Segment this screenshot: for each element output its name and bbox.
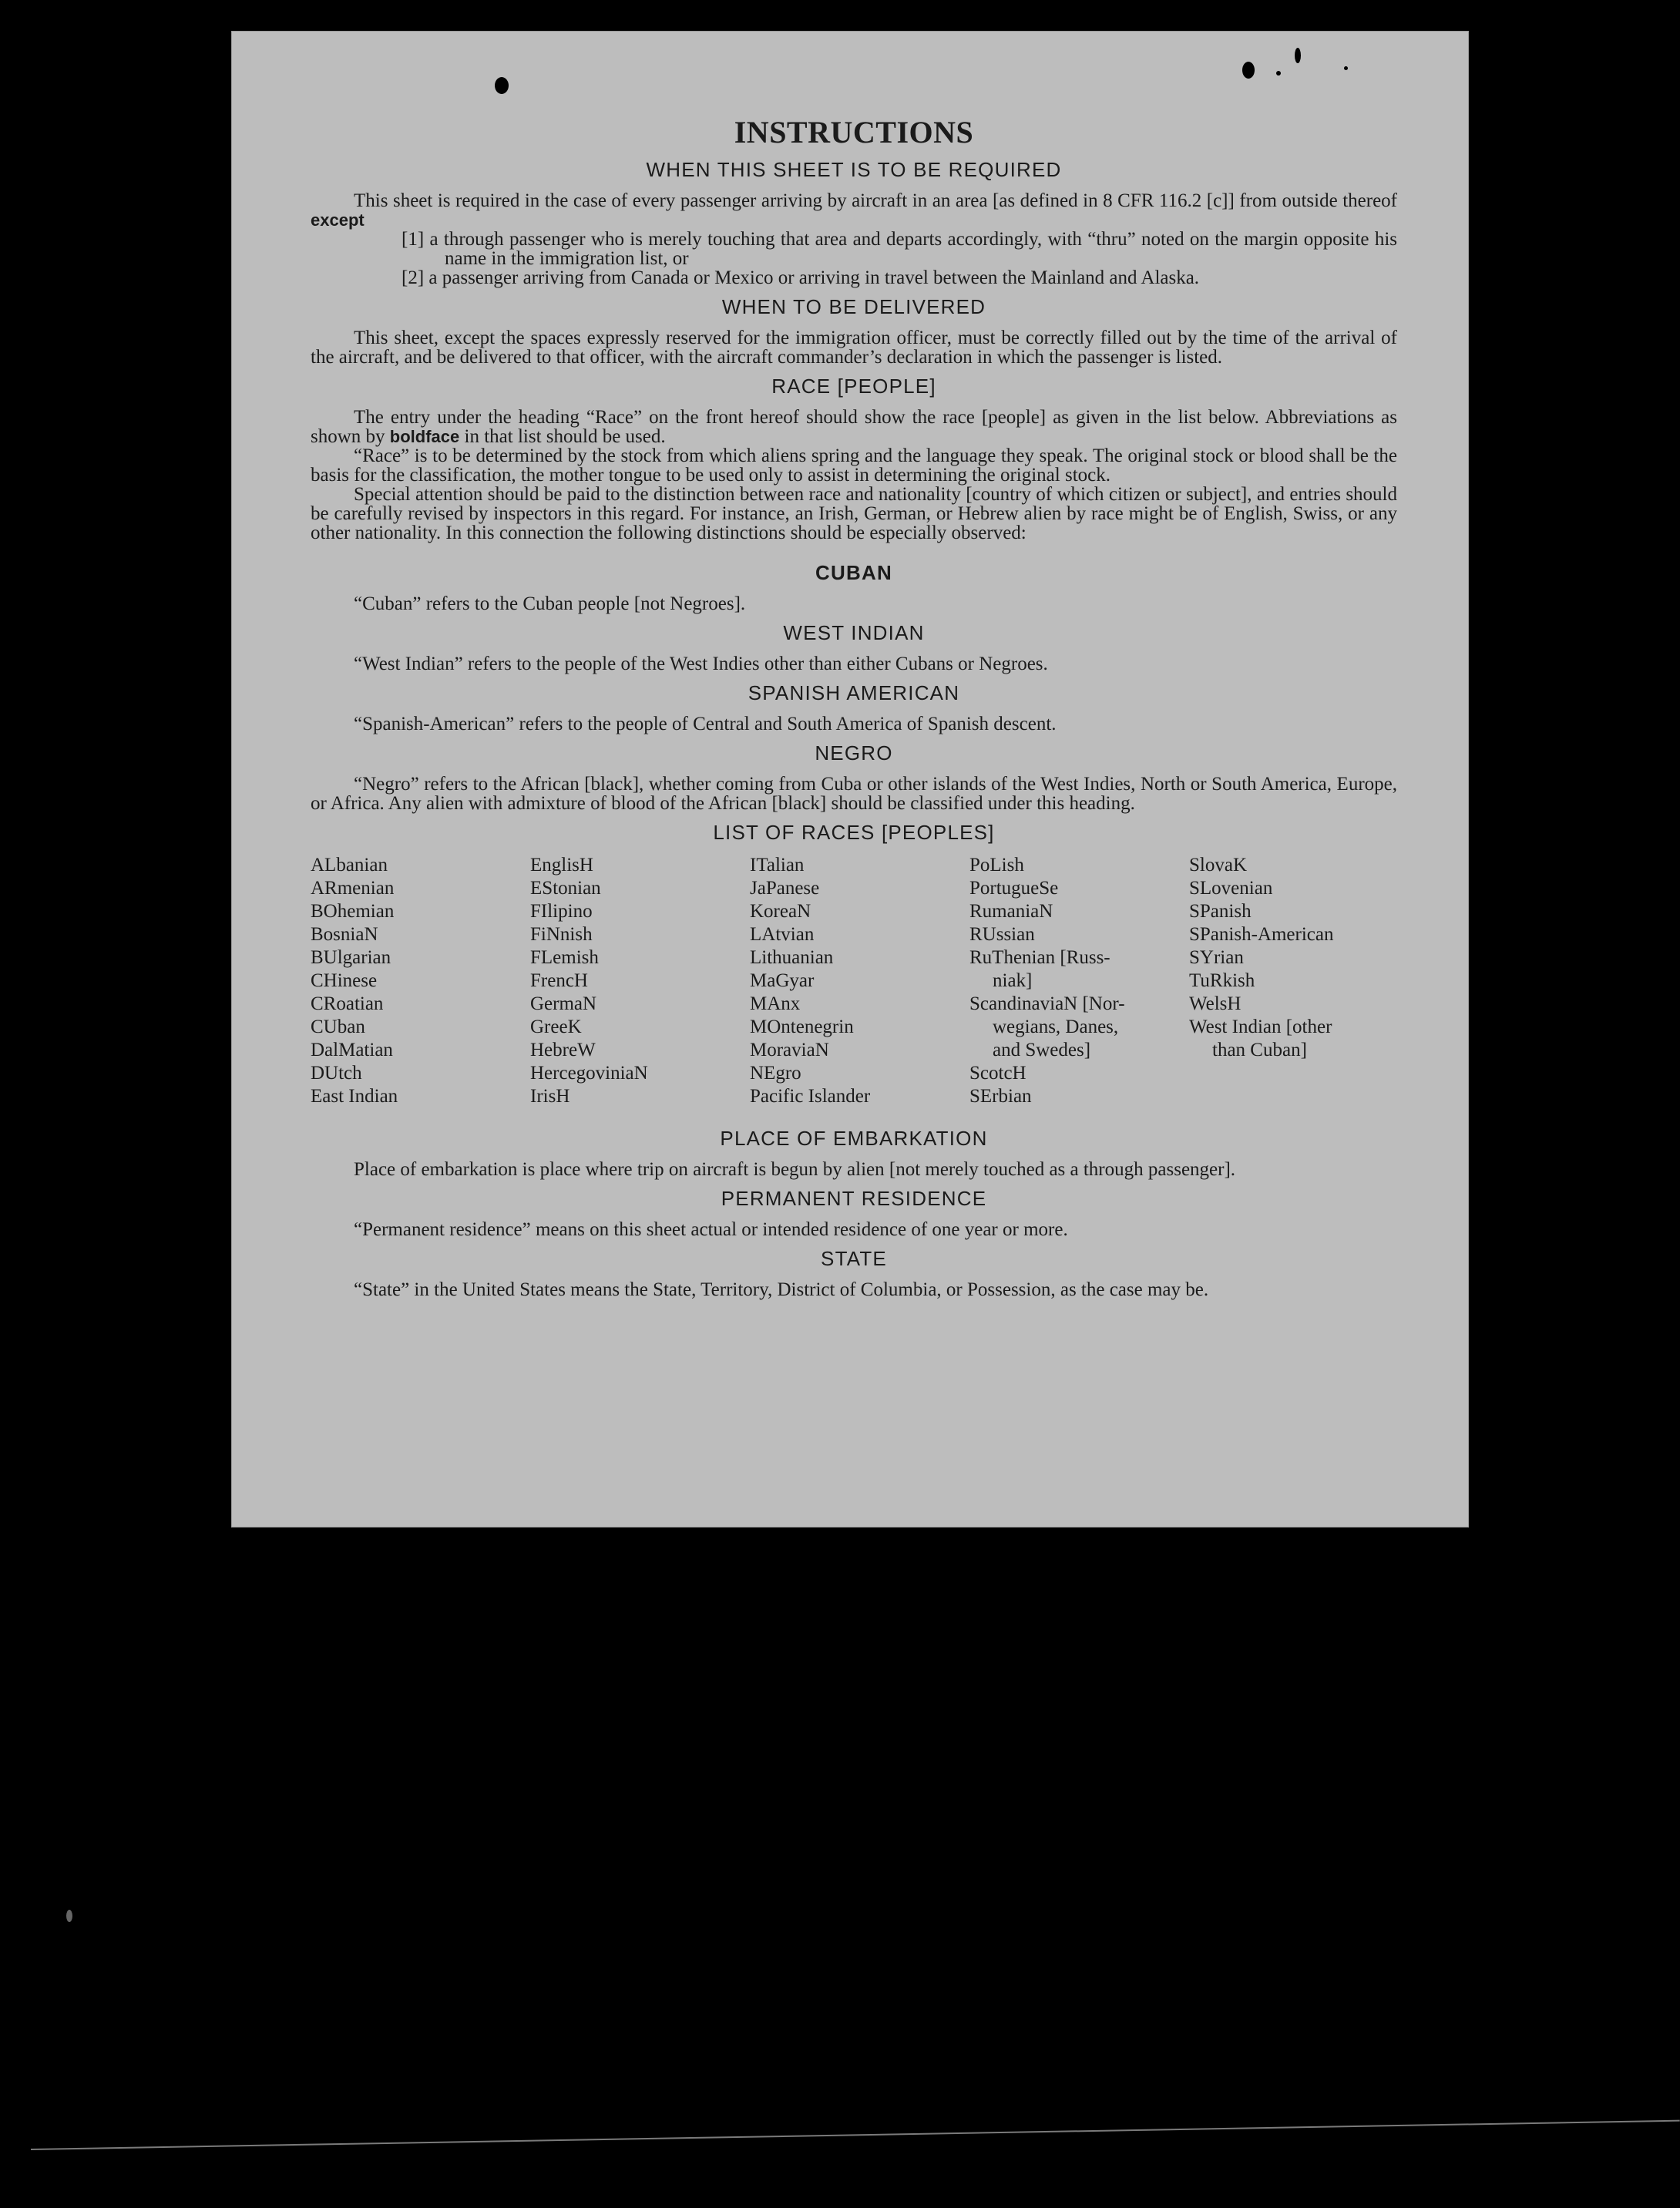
west-indian-text: “West Indian” refers to the people of the West Indies other than either Cubans or Negroes. — [354, 654, 1048, 674]
section-heading-spanish-american: SPANISH AMERICAN — [748, 681, 960, 704]
ink-speck — [495, 77, 509, 94]
race-entry: ARmenian — [311, 878, 395, 899]
race-entry: Lithuanian — [750, 947, 834, 968]
race-entry: WelsH — [1189, 993, 1242, 1014]
race-entry: SYrian — [1189, 947, 1244, 968]
race-entry: LAtvian — [750, 924, 815, 945]
race-entry: NEgro — [750, 1063, 801, 1084]
race-entry-continuation: niak] — [993, 970, 1033, 991]
document-title: INSTRUCTIONS — [734, 115, 974, 150]
section-heading-required: WHEN THIS SHEET IS TO BE REQUIRED — [646, 158, 1062, 181]
section-heading-west-indian: WEST INDIAN — [783, 621, 925, 644]
section-heading-cuban: CUBAN — [815, 561, 892, 584]
race-entry: BosniaN — [311, 924, 378, 945]
race-entry: HebreW — [530, 1040, 596, 1060]
races-list — [311, 854, 1397, 1108]
race-entry-continuation: than Cuban] — [1212, 1040, 1307, 1060]
race-entry: East Indian — [311, 1086, 398, 1107]
section-heading-delivered: WHEN TO BE DELIVERED — [721, 295, 986, 318]
section-heading-list-of-races: LIST OF RACES [PEOPLES] — [713, 821, 995, 844]
race-entry: ScandinaviaN [Nor- — [969, 993, 1125, 1014]
required-item-1: [1] a through passenger who is merely touching that area and departs accordingly, with “thru” noted on the margin opposite his name in the immigration list, or — [402, 229, 1397, 269]
race-entry: GermaN — [530, 993, 597, 1014]
race-entry: DalMatian — [311, 1040, 393, 1060]
spanish-american-text: “Spanish-American” refers to the people of Central and South America of Spanish descent. — [354, 714, 1057, 734]
race-entry-continuation: wegians, Danes, — [993, 1017, 1119, 1037]
race-entry: CHinese — [311, 970, 378, 991]
race-entry: Pacific Islander — [750, 1086, 871, 1107]
race-entry: SPanish — [1189, 901, 1252, 922]
race-entry: RuThenian [Russ- — [969, 947, 1110, 968]
required-intro-emphasis: except — [311, 210, 365, 230]
ink-speck — [1276, 71, 1281, 76]
race-paragraph-2: “Race” is to be determined by the stock from which aliens spring and the language they speak. The original stock or blood shall be the basis for the classification, the mother tongue to be used only to assist in determining the original stock. — [311, 445, 1397, 486]
race-entry: SErbian — [969, 1086, 1032, 1107]
scan-edge-line — [31, 2120, 1680, 2150]
race-entry: ITalian — [750, 855, 805, 875]
embarkation-text: Place of embarkation is place where trip on aircraft is begun by alien [not merely touched as a through passenger]. — [354, 1159, 1236, 1180]
delivered-text: This sheet, except the spaces expressly reserved for the immigration officer, must be correctly filled out by the time of the arrival of the aircraft, and be delivered to that officer, with the aircraft commander’s declaration in which the passenger is listed. — [311, 328, 1397, 368]
race-entry: PoLish — [969, 855, 1024, 875]
section-heading-race: RACE [PEOPLE] — [771, 375, 936, 398]
race-entry: RUssian — [969, 924, 1035, 945]
race-entry: BOhemian — [311, 901, 395, 922]
race-entry: MOntenegrin — [750, 1017, 854, 1037]
race-entry: RumaniaN — [969, 901, 1053, 922]
race-entry: KoreaN — [750, 901, 811, 922]
race-entry: FrencH — [530, 970, 588, 991]
race-entry: FiNnish — [530, 924, 593, 945]
negro-text: “Negro” refers to the African [black], whether coming from Cuba or other islands of the West Indies, North or South America, Europe, or Africa. Any alien with admixture of blood of the African [black] should be classified under this heading. — [311, 774, 1397, 814]
race-entry: DUtch — [311, 1063, 362, 1084]
document-body — [311, 114, 1397, 1299]
race-entry: FIlipino — [530, 901, 593, 922]
race-entry: GreeK — [530, 1017, 582, 1037]
race-entry: CUban — [311, 1017, 365, 1037]
ink-speck — [1242, 62, 1255, 79]
race-entry: BUlgarian — [311, 947, 391, 968]
state-text: “State” in the United States means the State, Territory, District of Columbia, or Possession, as the case may be. — [354, 1279, 1209, 1300]
race-entry: HercegoviniaN — [530, 1063, 648, 1084]
section-heading-negro: NEGRO — [815, 741, 893, 765]
race-entry: JaPanese — [750, 878, 820, 899]
race-entry: EStonian — [530, 878, 601, 899]
ink-speck — [1344, 66, 1348, 70]
race-paragraph-3: Special attention should be paid to the distinction between race and nationality [country of which citizen or subject], and entries should be carefully revised by inspectors in this regard. For instance, an Irish, German, or Hebrew alien by race might be of English, Swiss, or any other nationality. In this connection the following distinctions should be especially observed: — [311, 484, 1397, 543]
races-column-4 — [969, 854, 1178, 1108]
ink-speck — [1295, 48, 1301, 63]
race-entry: MaGyar — [750, 970, 815, 991]
races-column-1 — [311, 854, 519, 1108]
race-entry: EnglisH — [530, 855, 593, 875]
race-paragraph-1: The entry under the heading “Race” on the front hereof should show the race [people] as given in the list below. Abbreviations as shown by boldface in that list should be used. — [311, 407, 1397, 447]
section-heading-embarkation: PLACE OF EMBARKATION — [720, 1127, 988, 1150]
race-entry: MoraviaN — [750, 1040, 829, 1060]
race-entry: IrisH — [530, 1086, 570, 1107]
ink-speck — [66, 1910, 72, 1922]
section-heading-state: STATE — [821, 1247, 887, 1270]
required-intro: This sheet is required in the case of every passenger arriving by aircraft in an area [as defined in 8 CFR 116.2 [c]] from outside thereof except — [311, 190, 1397, 230]
race-entry: SLovenian — [1189, 878, 1273, 899]
races-column-3 — [750, 854, 958, 1108]
race-entry: SPanish-American — [1189, 924, 1334, 945]
races-column-2 — [530, 854, 738, 1108]
race-entry: ALbanian — [311, 855, 388, 875]
race-entry-continuation: and Swedes] — [993, 1040, 1091, 1060]
required-item-2: [2] a passenger arriving from Canada or Mexico or arriving in travel between the Mainland and Alaska. — [402, 267, 1200, 288]
race-entry: ScotcH — [969, 1063, 1026, 1084]
race-entry: TuRkish — [1189, 970, 1255, 991]
section-heading-residence: PERMANENT RESIDENCE — [721, 1187, 987, 1210]
residence-text: “Permanent residence” means on this sheet actual or intended residence of one year or more. — [354, 1219, 1068, 1240]
race-entry: CRoatian — [311, 993, 384, 1014]
cuban-text: “Cuban” refers to the Cuban people [not Negroes]. — [354, 593, 746, 614]
race-entry: West Indian [other — [1189, 1017, 1332, 1037]
races-column-5 — [1189, 854, 1397, 1108]
race-entry: MAnx — [750, 993, 801, 1014]
race-entry: SlovaK — [1189, 855, 1247, 875]
race-entry: PortugueSe — [969, 878, 1059, 899]
race-entry: FLemish — [530, 947, 599, 968]
race-boldface-word: boldface — [389, 427, 460, 446]
